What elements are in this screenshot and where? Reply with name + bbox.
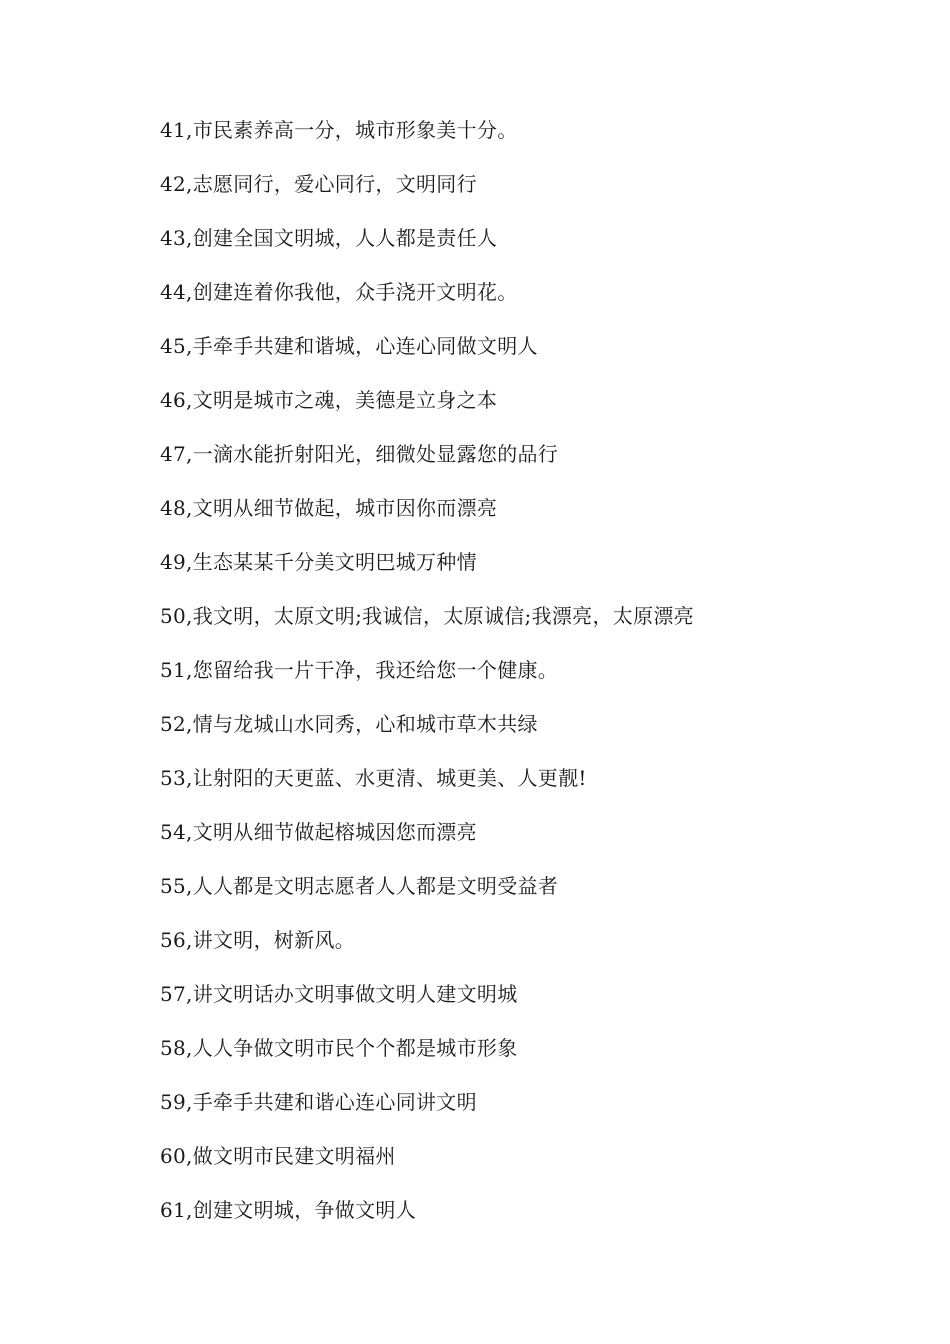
slogan-line: 47,一滴水能折射阳光，细微处显露您的品行 bbox=[160, 442, 559, 466]
slogan-line: 55,人人都是文明志愿者人人都是文明受益者 bbox=[160, 874, 559, 898]
slogan-line: 56,讲文明，树新风。 bbox=[160, 928, 356, 952]
slogan-line: 43,创建全国文明城，人人都是责任人 bbox=[160, 226, 498, 250]
slogan-line: 44,创建连着你我他，众手浇开文明花。 bbox=[160, 280, 518, 304]
slogan-line: 54,文明从细节做起榕城因您而漂亮 bbox=[160, 820, 477, 844]
slogan-line: 61,创建文明城，争做文明人 bbox=[160, 1198, 417, 1222]
slogan-line: 48,文明从细节做起，城市因你而漂亮 bbox=[160, 496, 498, 520]
slogan-line: 57,讲文明话办文明事做文明人建文明城 bbox=[160, 982, 518, 1006]
slogan-line: 42,志愿同行，爱心同行，文明同行 bbox=[160, 172, 477, 196]
slogan-line: 58,人人争做文明市民个个都是城市形象 bbox=[160, 1036, 518, 1060]
slogan-line: 51,您留给我一片干净，我还给您一个健康。 bbox=[160, 658, 559, 682]
slogan-line: 53,让射阳的天更蓝、水更清、城更美、人更靓! bbox=[160, 766, 587, 790]
slogan-line: 52,情与龙城山水同秀，心和城市草木共绿 bbox=[160, 712, 538, 736]
slogan-line: 49,生态某某千分美文明巴城万种情 bbox=[160, 550, 477, 574]
slogan-line: 41,市民素养高一分，城市形象美十分。 bbox=[160, 118, 518, 142]
slogan-line: 59,手牵手共建和谐心连心同讲文明 bbox=[160, 1090, 477, 1114]
slogan-list bbox=[160, 112, 920, 1246]
slogan-line: 46,文明是城市之魂，美德是立身之本 bbox=[160, 388, 498, 412]
slogan-line: 45,手牵手共建和谐城，心连心同做文明人 bbox=[160, 334, 538, 358]
slogan-line: 50,我文明，太原文明;我诚信，太原诚信;我漂亮，太原漂亮 bbox=[160, 604, 694, 628]
slogan-line: 60,做文明市民建文明福州 bbox=[160, 1144, 396, 1168]
